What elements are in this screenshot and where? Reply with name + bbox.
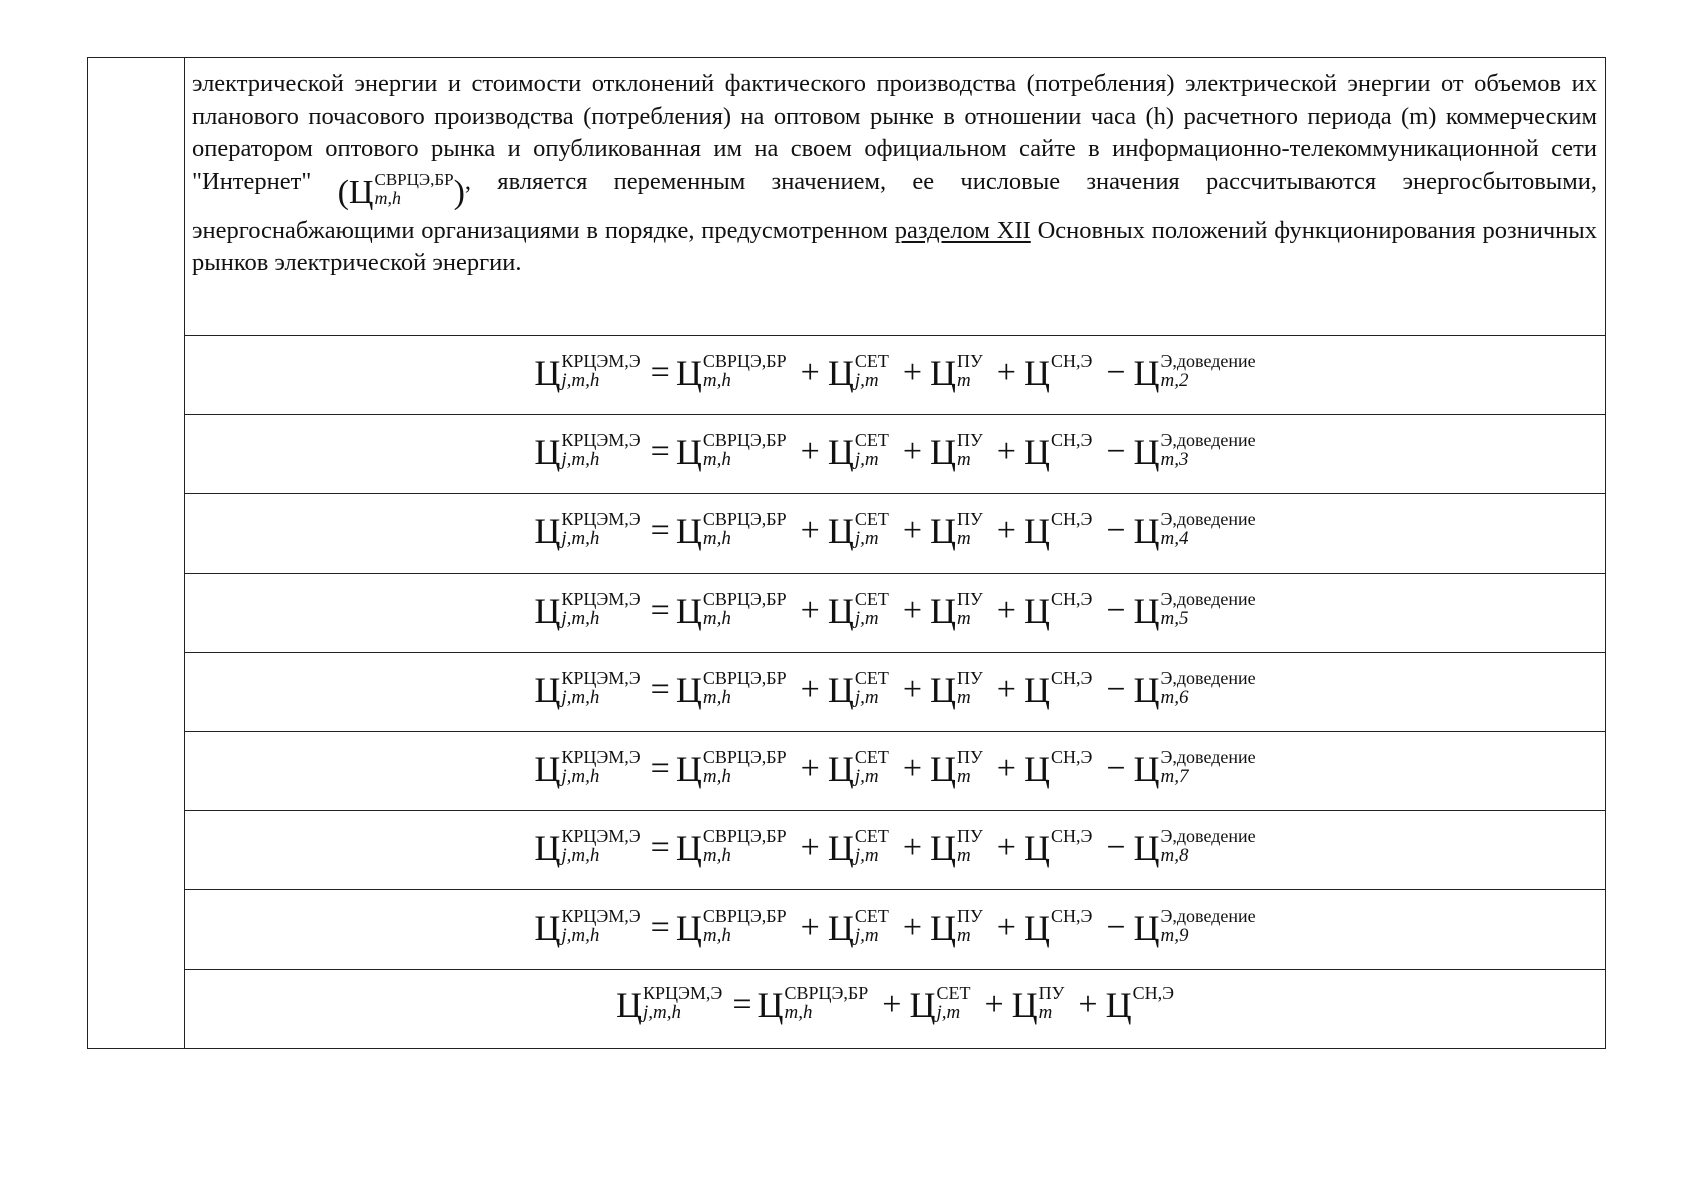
term-subscript: m,2 [1160, 369, 1189, 391]
formula-term [1024, 428, 1092, 476]
term-base: Ц [534, 749, 561, 790]
formula-term [534, 349, 640, 397]
formula-term [534, 587, 640, 635]
term-base: Ц [1023, 828, 1050, 869]
term-superscript: СН,Э [1050, 430, 1093, 451]
formula-operator: − [1106, 591, 1126, 629]
term-superscript: ПУ [957, 350, 983, 371]
term-superscript: СЕТ [936, 982, 971, 1003]
formula-term [676, 587, 787, 635]
formula-operator: = [732, 985, 752, 1023]
term-base: Ц [534, 352, 561, 393]
term-base: Ц [1023, 511, 1050, 552]
formula-term [534, 824, 640, 872]
price-formula [534, 507, 1255, 555]
term-superscript: СН,Э [1050, 588, 1093, 609]
formula-term [828, 745, 889, 793]
term-superscript: СЕТ [854, 509, 889, 530]
term-superscript: ПУ [957, 826, 983, 847]
term-base: Ц [930, 352, 956, 393]
term-subscript: j,m,h [561, 845, 600, 867]
term-subscript: m [957, 686, 971, 708]
formula-term [534, 904, 640, 952]
term-superscript: СВРЦЭ,БР [702, 350, 787, 371]
formula-term [909, 981, 970, 1029]
formula-cell [185, 573, 1606, 652]
term-subscript: j,m,h [561, 369, 600, 391]
paragraph-part3: Основных положений функционирования розничных рынков электрической энергии. [192, 216, 1598, 276]
formula-cell [185, 890, 1606, 969]
term-base: Ц [1011, 984, 1038, 1025]
formula-operator: + [996, 908, 1016, 946]
formula-operator: + [800, 750, 820, 788]
formula-row [88, 652, 1606, 731]
formula-operator: − [1106, 670, 1126, 708]
term-superscript: СЕТ [854, 430, 889, 451]
formula-term [1012, 981, 1065, 1029]
formula-term [534, 745, 640, 793]
term-base: Ц [534, 669, 561, 710]
term-base: Ц [534, 432, 561, 473]
formula-row-last [88, 969, 1606, 1048]
term-subscript: j,m [854, 924, 879, 946]
term-subscript: m,h [702, 449, 731, 471]
formula-operator: = [650, 829, 670, 867]
term-subscript: j,m,h [561, 766, 600, 788]
term-subscript: m,h [784, 1001, 813, 1023]
formula-operator: + [996, 829, 1016, 867]
term-base: Ц [1133, 352, 1160, 393]
formula-term [930, 666, 983, 714]
term-superscript: СН,Э [1050, 667, 1093, 688]
term-base: Ц [1133, 432, 1160, 473]
term-superscript: КРЦЭМ,Э [643, 982, 723, 1003]
formula-term [1134, 904, 1256, 952]
formula-term [828, 349, 889, 397]
formula-operator: = [650, 353, 670, 391]
term-base: Ц [534, 828, 561, 869]
term-base: Ц [930, 511, 956, 552]
term-subscript: j,m,h [561, 607, 600, 629]
term-superscript: СН,Э [1050, 826, 1093, 847]
paragraph-part1: электрической энергии и стоимости отклонений фактического производства (потребления) электрической энергии от объемов их планового почасового производства (потребления) на оптовом рынке в отношении часа (h) расчетного периода (m) коммерческим оператором оптового рынка и опубликованная им на своем официальном сайте в информационно-телекоммуникационной сети "Интернет" [192, 70, 1597, 195]
term-base: Ц [1023, 749, 1050, 790]
term-superscript: Э,доведение [1160, 905, 1256, 926]
term-base: Ц [534, 511, 561, 552]
paragraph [192, 68, 1597, 280]
term-superscript: Э,доведение [1160, 826, 1256, 847]
term-subscript: m [957, 449, 971, 471]
term-base: Ц [675, 352, 702, 393]
formula-term [1024, 587, 1092, 635]
term-subscript: m [1038, 1001, 1053, 1023]
term-base: Ц [675, 907, 702, 948]
formula-row [88, 494, 1606, 573]
price-formula [534, 428, 1255, 476]
formula-operator: + [902, 829, 922, 867]
term-base: Ц [827, 828, 854, 869]
term-base: Ц [1133, 907, 1160, 948]
formula-term [930, 824, 983, 872]
formula-term [758, 981, 869, 1029]
formula-cell-last [185, 969, 1606, 1048]
term-base: Ц [1133, 669, 1160, 710]
formula-cell [185, 335, 1606, 414]
formula-term [616, 981, 722, 1029]
term-subscript: j,m,h [643, 1001, 682, 1023]
term-subscript: m [957, 766, 971, 788]
formula-operator: + [800, 591, 820, 629]
term-base: Ц [675, 828, 702, 869]
formula-operator: = [650, 750, 670, 788]
symbol-superscript: СВРЦЭ,БР [374, 169, 454, 189]
formula-cell [185, 732, 1606, 811]
formula-term [1134, 507, 1256, 555]
term-superscript: Э,доведение [1160, 588, 1256, 609]
term-subscript: j,m [854, 449, 879, 471]
left-column-cell [88, 58, 185, 1049]
price-formula [534, 587, 1255, 635]
term-subscript: m,6 [1160, 686, 1189, 708]
formula-term [828, 428, 889, 476]
term-superscript: ПУ [1038, 982, 1065, 1003]
formula-operator: − [1106, 750, 1126, 788]
term-superscript: ПУ [957, 667, 983, 688]
formula-term [930, 587, 983, 635]
term-subscript: m [957, 607, 971, 629]
term-base: Ц [827, 907, 854, 948]
term-superscript: Э,доведение [1160, 667, 1256, 688]
formula-cell [185, 652, 1606, 731]
term-base: Ц [616, 984, 643, 1025]
formula-operator: + [882, 985, 902, 1023]
text-row [88, 58, 1606, 336]
formula-row [88, 811, 1606, 890]
term-base: Ц [1023, 432, 1050, 473]
term-subscript: j,m [936, 1001, 961, 1023]
formula-term [1134, 745, 1256, 793]
term-subscript: m,h [702, 607, 731, 629]
formula-term [534, 666, 640, 714]
formula-row [88, 415, 1606, 494]
term-base: Ц [930, 432, 956, 473]
term-subscript: m,8 [1160, 845, 1189, 867]
term-superscript: КРЦЭМ,Э [561, 747, 641, 768]
formula-term [676, 428, 787, 476]
formula-operator: + [996, 591, 1016, 629]
formula-operator: + [800, 512, 820, 550]
formula-term [828, 904, 889, 952]
term-superscript: СЕТ [854, 667, 889, 688]
term-subscript: m,5 [1160, 607, 1189, 629]
formula-operator: + [996, 353, 1016, 391]
formula-cell [185, 494, 1606, 573]
term-superscript: СН,Э [1050, 905, 1093, 926]
term-superscript: СЕТ [854, 588, 889, 609]
term-subscript: j,m [854, 528, 879, 550]
term-base: Ц [534, 590, 561, 631]
term-superscript: ПУ [957, 430, 983, 451]
formula-term [676, 904, 787, 952]
formula-term [930, 904, 983, 952]
formula-operator: + [902, 591, 922, 629]
formula-operator: = [650, 670, 670, 708]
formula-operator: + [902, 750, 922, 788]
formula-operator: + [902, 353, 922, 391]
formula-operator: + [1078, 985, 1098, 1023]
formula-operator: = [650, 433, 670, 471]
formula-cell [185, 811, 1606, 890]
term-superscript: ПУ [957, 905, 983, 926]
term-base: Ц [1133, 590, 1160, 631]
term-superscript: СН,Э [1050, 747, 1093, 768]
term-base: Ц [909, 984, 936, 1025]
term-subscript: j,m [854, 369, 879, 391]
inline-price-symbol: ( Ц СВРЦЭ,БР m,h ) [338, 171, 465, 215]
term-base: Ц [930, 669, 956, 710]
formula-term [676, 745, 787, 793]
term-subscript: j,m,h [561, 528, 600, 550]
text-cell [185, 58, 1606, 336]
formula-operator: + [800, 670, 820, 708]
formula-term [1024, 349, 1092, 397]
term-superscript: Э,доведение [1160, 430, 1256, 451]
term-subscript: j,m [854, 766, 879, 788]
formula-term [930, 349, 983, 397]
term-superscript: СВРЦЭ,БР [702, 747, 787, 768]
term-superscript: Э,доведение [1160, 350, 1256, 371]
formula-operator: + [800, 829, 820, 867]
term-superscript: СЕТ [854, 747, 889, 768]
term-base: Ц [827, 749, 854, 790]
price-formula [534, 904, 1255, 952]
term-subscript: j,m,h [561, 449, 600, 471]
formula-operator: + [996, 750, 1016, 788]
term-superscript: ПУ [957, 509, 983, 530]
term-superscript: СН,Э [1050, 350, 1093, 371]
formula-operator: − [1106, 908, 1126, 946]
formula-term [1024, 507, 1092, 555]
formula-term [1024, 904, 1092, 952]
term-base: Ц [930, 590, 956, 631]
formula-operator: = [650, 908, 670, 946]
formula-term [828, 507, 889, 555]
term-superscript: СВРЦЭ,БР [702, 430, 787, 451]
price-formula [534, 349, 1255, 397]
symbol-base: Ц [348, 173, 374, 211]
formula-row [88, 890, 1606, 969]
formula-term [1134, 349, 1256, 397]
term-base: Ц [534, 907, 561, 948]
formula-term [676, 349, 787, 397]
term-subscript: m,9 [1160, 924, 1189, 946]
formula-term [1134, 587, 1256, 635]
term-superscript: Э,доведение [1160, 747, 1256, 768]
term-subscript: m,h [702, 766, 731, 788]
formula-operator: + [800, 433, 820, 471]
price-formula [616, 981, 1174, 1029]
term-superscript: СВРЦЭ,БР [784, 982, 869, 1003]
price-formula [534, 745, 1255, 793]
formula-term [1134, 428, 1256, 476]
formula-term [930, 428, 983, 476]
formula-operator: + [996, 670, 1016, 708]
term-base: Ц [827, 669, 854, 710]
term-superscript: КРЦЭМ,Э [561, 667, 641, 688]
term-superscript: СВРЦЭ,БР [702, 826, 787, 847]
term-base: Ц [930, 907, 956, 948]
term-base: Ц [675, 432, 702, 473]
term-subscript: m,h [702, 528, 731, 550]
term-superscript: КРЦЭМ,Э [561, 905, 641, 926]
formula-operator: + [996, 433, 1016, 471]
formula-operator: + [800, 353, 820, 391]
formula-term [676, 507, 787, 555]
term-subscript: m,h [702, 924, 731, 946]
formula-term [676, 824, 787, 872]
term-superscript: СЕТ [854, 905, 889, 926]
formula-term [828, 587, 889, 635]
term-base: Ц [1105, 984, 1132, 1025]
term-subscript: j,m [854, 607, 879, 629]
term-superscript: КРЦЭМ,Э [561, 430, 641, 451]
formula-term [828, 666, 889, 714]
term-base: Ц [1023, 669, 1050, 710]
term-subscript: m,h [702, 686, 731, 708]
section-link[interactable]: разделом XII [894, 216, 1031, 244]
term-subscript: m,3 [1160, 449, 1189, 471]
term-subscript: m,7 [1160, 766, 1189, 788]
term-base: Ц [827, 432, 854, 473]
term-base: Ц [827, 352, 854, 393]
symbol-subscript: m,h [374, 187, 401, 208]
formula-row [88, 573, 1606, 652]
formula-row [88, 732, 1606, 811]
term-base: Ц [930, 749, 956, 790]
formula-term [534, 507, 640, 555]
term-superscript: СВРЦЭ,БР [702, 588, 787, 609]
price-formula [534, 666, 1255, 714]
formula-term [930, 745, 983, 793]
formula-operator: + [996, 512, 1016, 550]
formula-row [88, 335, 1606, 414]
term-base: Ц [1133, 511, 1160, 552]
formula-term [1134, 824, 1256, 872]
term-base: Ц [827, 590, 854, 631]
term-base: Ц [675, 511, 702, 552]
term-subscript: j,m,h [561, 686, 600, 708]
term-superscript: СВРЦЭ,БР [702, 905, 787, 926]
term-superscript: Э,доведение [1160, 509, 1256, 530]
term-base: Ц [1023, 907, 1050, 948]
term-base: Ц [930, 828, 956, 869]
term-subscript: m [957, 924, 971, 946]
paragraph-part2: , является переменным значением, ее числовые значения рассчитываются энергосбытовыми, энергоснабжающими организациями в порядке, предусмотренном [192, 167, 1597, 244]
formula-term [828, 824, 889, 872]
formula-term [1024, 666, 1092, 714]
term-superscript: КРЦЭМ,Э [561, 826, 641, 847]
term-base: Ц [675, 669, 702, 710]
formula-term [1134, 666, 1256, 714]
formula-term [676, 666, 787, 714]
formula-operator: + [984, 985, 1004, 1023]
term-base: Ц [1023, 590, 1050, 631]
term-subscript: m,4 [1160, 528, 1189, 550]
formula-operator: + [902, 670, 922, 708]
term-superscript: СН,Э [1132, 982, 1174, 1003]
term-superscript: СВРЦЭ,БР [702, 667, 787, 688]
term-subscript: j,m [854, 845, 879, 867]
term-subscript: m [957, 369, 971, 391]
formula-term [534, 428, 640, 476]
term-base: Ц [1133, 828, 1160, 869]
term-subscript: m [957, 528, 971, 550]
term-base: Ц [675, 590, 702, 631]
formula-term [930, 507, 983, 555]
term-subscript: j,m [854, 686, 879, 708]
formula-operator: = [650, 512, 670, 550]
term-subscript: j,m,h [561, 924, 600, 946]
formula-term [1024, 745, 1092, 793]
term-base: Ц [1133, 749, 1160, 790]
formula-operator: = [650, 591, 670, 629]
formula-operator: + [902, 908, 922, 946]
term-base: Ц [757, 984, 784, 1025]
term-base: Ц [1023, 352, 1050, 393]
term-superscript: КРЦЭМ,Э [561, 350, 641, 371]
formula-operator: − [1106, 353, 1126, 391]
price-formula [534, 824, 1255, 872]
document-table [87, 57, 1606, 1049]
formula-operator: − [1106, 829, 1126, 867]
term-superscript: СН,Э [1050, 509, 1093, 530]
term-superscript: СЕТ [854, 826, 889, 847]
term-superscript: СЕТ [854, 350, 889, 371]
formula-cell [185, 415, 1606, 494]
formula-operator: + [902, 512, 922, 550]
term-superscript: КРЦЭМ,Э [561, 509, 641, 530]
formula-operator: − [1106, 512, 1126, 550]
term-superscript: ПУ [957, 747, 983, 768]
term-superscript: СВРЦЭ,БР [702, 509, 787, 530]
term-subscript: m,h [702, 369, 731, 391]
formula-operator: + [800, 908, 820, 946]
formula-operator: − [1106, 433, 1126, 471]
term-subscript: m,h [702, 845, 731, 867]
formula-term [1024, 824, 1092, 872]
term-subscript: m [957, 845, 971, 867]
term-superscript: ПУ [957, 588, 983, 609]
term-superscript: КРЦЭМ,Э [561, 588, 641, 609]
formula-operator: + [902, 433, 922, 471]
formula-term [1106, 981, 1174, 1029]
term-base: Ц [675, 749, 702, 790]
term-base: Ц [827, 511, 854, 552]
